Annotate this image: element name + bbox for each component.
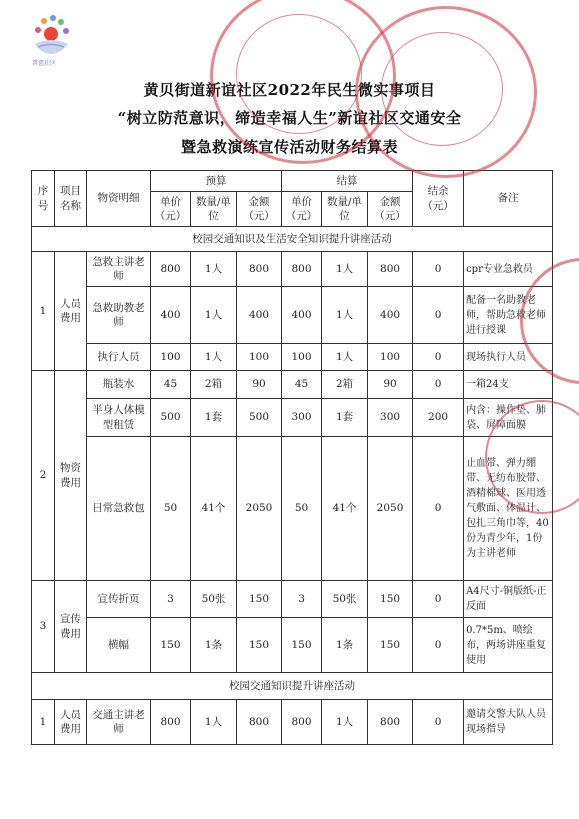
cell-budget-price: 400 bbox=[151, 287, 191, 344]
row-seq: 1 bbox=[32, 700, 55, 745]
cell-budget-price: 45 bbox=[151, 371, 191, 399]
cell-settle-price: 100 bbox=[282, 344, 322, 371]
cell-settle-price: 800 bbox=[282, 700, 322, 745]
cell-budget-qty: 1人 bbox=[191, 344, 237, 371]
table-row bbox=[32, 287, 553, 344]
logo-text: 普慈社区 bbox=[32, 60, 57, 67]
cell-settle-amount: 150 bbox=[368, 581, 413, 618]
section-title: 校园交通知识及生活安全知识提升讲座活动 bbox=[32, 227, 553, 252]
cell-note: 配备一名助教老师，帮助急救老师进行授课 bbox=[464, 287, 553, 344]
cell-note: A4尺寸-铜版纸-正反面 bbox=[464, 581, 553, 618]
cell-item: 宣传折页 bbox=[87, 581, 151, 618]
section-title: 校园交通知识提升讲座活动 bbox=[32, 673, 553, 700]
table-row bbox=[32, 437, 553, 581]
table-row bbox=[32, 399, 553, 437]
cell-settle-qty: 41个 bbox=[322, 437, 368, 581]
cell-balance: 0 bbox=[413, 371, 464, 399]
cell-balance: 200 bbox=[413, 399, 464, 437]
cell-item: 横幅 bbox=[87, 618, 151, 673]
header-project: 项目名称 bbox=[55, 171, 87, 227]
cell-budget-amount: 2050 bbox=[237, 437, 282, 581]
cell-item: 交通主讲老师 bbox=[87, 700, 151, 745]
header-budget-quantity: 数量/单位 bbox=[191, 192, 237, 227]
cell-settle-amount: 400 bbox=[368, 287, 413, 344]
cell-item: 急救主讲老师 bbox=[87, 252, 151, 287]
cell-note: 一箱24支 bbox=[464, 371, 553, 399]
cell-settle-price: 150 bbox=[282, 618, 322, 673]
cell-budget-qty: 1人 bbox=[191, 287, 237, 344]
table-row bbox=[32, 371, 553, 399]
cell-settle-price: 50 bbox=[282, 437, 322, 581]
cell-budget-amount: 90 bbox=[237, 371, 282, 399]
cell-budget-qty: 41个 bbox=[191, 437, 237, 581]
row-project: 物资费用 bbox=[55, 371, 87, 581]
table-row bbox=[32, 700, 553, 745]
cell-settle-amount: 2050 bbox=[368, 437, 413, 581]
cell-budget-price: 50 bbox=[151, 437, 191, 581]
cell-budget-amount: 150 bbox=[237, 618, 282, 673]
cell-balance: 0 bbox=[413, 437, 464, 581]
cell-budget-amount: 500 bbox=[237, 399, 282, 437]
cell-budget-price: 100 bbox=[151, 344, 191, 371]
cell-item: 执行人员 bbox=[87, 344, 151, 371]
cell-budget-price: 500 bbox=[151, 399, 191, 437]
cell-budget-price: 800 bbox=[151, 700, 191, 745]
header-budget-amount: 金额（元） bbox=[237, 192, 282, 227]
cell-settle-qty: 1人 bbox=[322, 252, 368, 287]
header-settle-unit-price: 单价（元） bbox=[282, 192, 322, 227]
cell-settle-amount: 800 bbox=[368, 252, 413, 287]
row-project: 宣传费用 bbox=[55, 581, 87, 673]
cell-budget-amount: 800 bbox=[237, 252, 282, 287]
cell-note: 止血带、弹力绷带、无纺布胶带、酒精棉球、医用透气敷面、体温计、包扎三角巾等，40份为青少年，1份为主讲老师 bbox=[464, 437, 553, 581]
row-project: 人员费用 bbox=[55, 252, 87, 371]
row-seq: 2 bbox=[32, 371, 55, 581]
cell-settle-amount: 800 bbox=[368, 700, 413, 745]
row-seq: 3 bbox=[32, 581, 55, 673]
cell-item: 半身人体模型租赁 bbox=[87, 399, 151, 437]
page-title-line1: 黄贝街道新谊社区2022年民生微实事项目 bbox=[143, 81, 436, 99]
cell-budget-qty: 2箱 bbox=[191, 371, 237, 399]
header-settle-quantity: 数量/单位 bbox=[322, 192, 368, 227]
header-settlement: 结算 bbox=[282, 171, 413, 192]
header-remark: 备注 bbox=[464, 171, 553, 227]
cell-balance: 0 bbox=[413, 581, 464, 618]
cell-balance: 0 bbox=[413, 252, 464, 287]
cell-settle-price: 800 bbox=[282, 252, 322, 287]
page-title-line2: “树立防范意识，缔造幸福人生”新谊社区交通安全 bbox=[117, 109, 462, 127]
cell-settle-qty: 1套 bbox=[322, 399, 368, 437]
cell-settle-qty: 1人 bbox=[322, 700, 368, 745]
cell-budget-amount: 100 bbox=[237, 344, 282, 371]
cell-budget-amount: 800 bbox=[237, 700, 282, 745]
cell-balance: 0 bbox=[413, 287, 464, 344]
cell-budget-price: 3 bbox=[151, 581, 191, 618]
header-settle-amount: 金额（元） bbox=[368, 192, 413, 227]
logo-mark-icon bbox=[30, 12, 72, 60]
cell-note: cpr专业急救员 bbox=[464, 252, 553, 287]
table-row bbox=[32, 581, 553, 618]
cell-settle-amount: 90 bbox=[368, 371, 413, 399]
table-row bbox=[32, 618, 553, 673]
cell-budget-qty: 1人 bbox=[191, 700, 237, 745]
header-balance: 结余（元） bbox=[413, 171, 464, 227]
cell-balance: 0 bbox=[413, 618, 464, 673]
cell-settle-qty: 1条 bbox=[322, 618, 368, 673]
cell-budget-qty: 1人 bbox=[191, 252, 237, 287]
cell-budget-qty: 1套 bbox=[191, 399, 237, 437]
cell-note: 内含：操作垫、肺袋、屏障面膜 bbox=[464, 399, 553, 437]
cell-note: 邀请交警大队人员现场指导 bbox=[464, 700, 553, 745]
cell-item: 日常急救包 bbox=[87, 437, 151, 581]
row-project: 人员费用 bbox=[55, 700, 87, 745]
cell-settle-amount: 100 bbox=[368, 344, 413, 371]
cell-budget-price: 150 bbox=[151, 618, 191, 673]
table-row bbox=[32, 252, 553, 287]
cell-settle-amount: 300 bbox=[368, 399, 413, 437]
cell-budget-qty: 50张 bbox=[191, 581, 237, 618]
cell-settle-qty: 50张 bbox=[322, 581, 368, 618]
cell-settle-price: 300 bbox=[282, 399, 322, 437]
cell-settle-qty: 1人 bbox=[322, 344, 368, 371]
cell-budget-price: 800 bbox=[151, 252, 191, 287]
cell-settle-qty: 2箱 bbox=[322, 371, 368, 399]
table-row bbox=[32, 344, 553, 371]
header-budget-unit-price: 单价（元） bbox=[151, 192, 191, 227]
cell-note: 现场执行人员 bbox=[464, 344, 553, 371]
cell-settle-qty: 1人 bbox=[322, 287, 368, 344]
cell-budget-amount: 150 bbox=[237, 581, 282, 618]
cell-item: 急救助教老师 bbox=[87, 287, 151, 344]
cell-settle-amount: 150 bbox=[368, 618, 413, 673]
cell-settle-price: 3 bbox=[282, 581, 322, 618]
cell-balance: 0 bbox=[413, 700, 464, 745]
header-budget: 预算 bbox=[151, 171, 282, 192]
cell-note: 0.7*5m、喷绘布，两场讲座重复使用 bbox=[464, 618, 553, 673]
header-seq: 序号 bbox=[32, 171, 55, 227]
row-seq: 1 bbox=[32, 252, 55, 371]
cell-balance: 0 bbox=[413, 344, 464, 371]
settlement-table bbox=[31, 170, 553, 745]
header-item: 物资明细 bbox=[87, 171, 151, 227]
community-logo bbox=[30, 12, 72, 60]
cell-budget-amount: 400 bbox=[237, 287, 282, 344]
cell-settle-price: 45 bbox=[282, 371, 322, 399]
cell-budget-qty: 1条 bbox=[191, 618, 237, 673]
cell-settle-price: 400 bbox=[282, 287, 322, 344]
page-title-line3: 暨急救演练宣传活动财务结算表 bbox=[180, 138, 398, 156]
cell-item: 瓶装水 bbox=[87, 371, 151, 399]
